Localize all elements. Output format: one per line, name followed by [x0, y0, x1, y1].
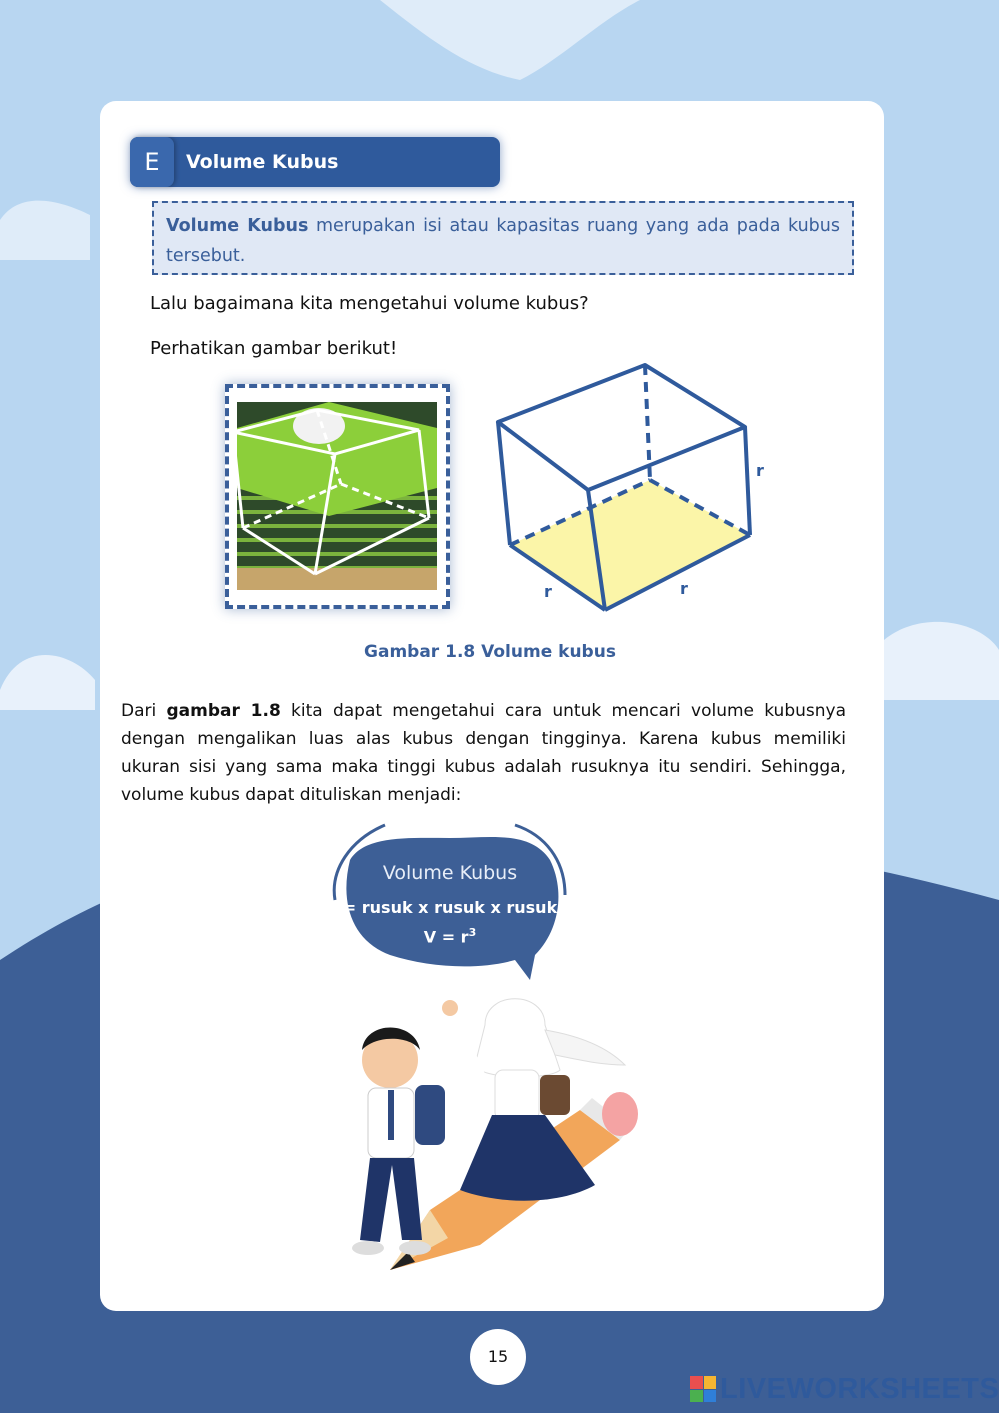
- body-intro: Dari: [121, 701, 157, 721]
- bubble-formula-line2: [330, 926, 570, 946]
- section-header: [130, 137, 500, 187]
- bubble-title: Volume Kubus: [382, 862, 518, 884]
- body-paragraph: [121, 697, 846, 809]
- section-title: Volume Kubus: [186, 151, 339, 173]
- cake-cube-illustration: [229, 388, 446, 605]
- cube-top-face: [498, 365, 745, 490]
- figure-caption: Gambar 1.8 Volume kubus: [364, 642, 616, 662]
- cake-photo: [225, 384, 450, 609]
- question-text: Lalu bagaimana kita mengetahui volume kubus?: [150, 293, 589, 314]
- section-letter: E: [130, 137, 174, 187]
- formula-base: V = r: [423, 927, 469, 947]
- liveworksheets-brand: [690, 1372, 999, 1406]
- brand-name: LIVEWORKSHEETS: [720, 1372, 999, 1405]
- definition-text: merupakan isi atau kapasitas ruang yang ada pada kubus tersebut.: [166, 216, 840, 266]
- formula-speech-bubble: [330, 820, 570, 990]
- definition-box: [152, 201, 854, 275]
- formula-exponent: 3: [468, 926, 477, 939]
- bubble-formula-line1: = rusuk x rusuk x rusuk: [342, 898, 558, 917]
- definition-term: Volume Kubus: [166, 216, 309, 236]
- cube-diagram: [490, 360, 780, 620]
- page-number: 15: [470, 1329, 526, 1385]
- liveworksheets-logo-icon: [690, 1376, 716, 1402]
- cube-label-right-edge: r: [680, 579, 688, 598]
- cube-label-left-edge: r: [544, 582, 552, 601]
- cube-label-height: r: [756, 461, 764, 480]
- students-pencil-illustration: [330, 990, 640, 1290]
- instruction-text: Perhatikan gambar berikut!: [150, 338, 398, 359]
- girl-student: [442, 999, 625, 1201]
- body-rest: kita dapat mengetahui cara untuk mencari volume kubusnya dengan mengalikan luas alas kubus dengan tingginya. Karena kubus memiliki ukuran sisi yang sama maka tinggi kubus adalah rusuknya itu sendiri. Sehingga, volume kubus dapat dituliskan menjadi:: [121, 701, 847, 805]
- body-figure-ref: gambar 1.8: [166, 701, 281, 721]
